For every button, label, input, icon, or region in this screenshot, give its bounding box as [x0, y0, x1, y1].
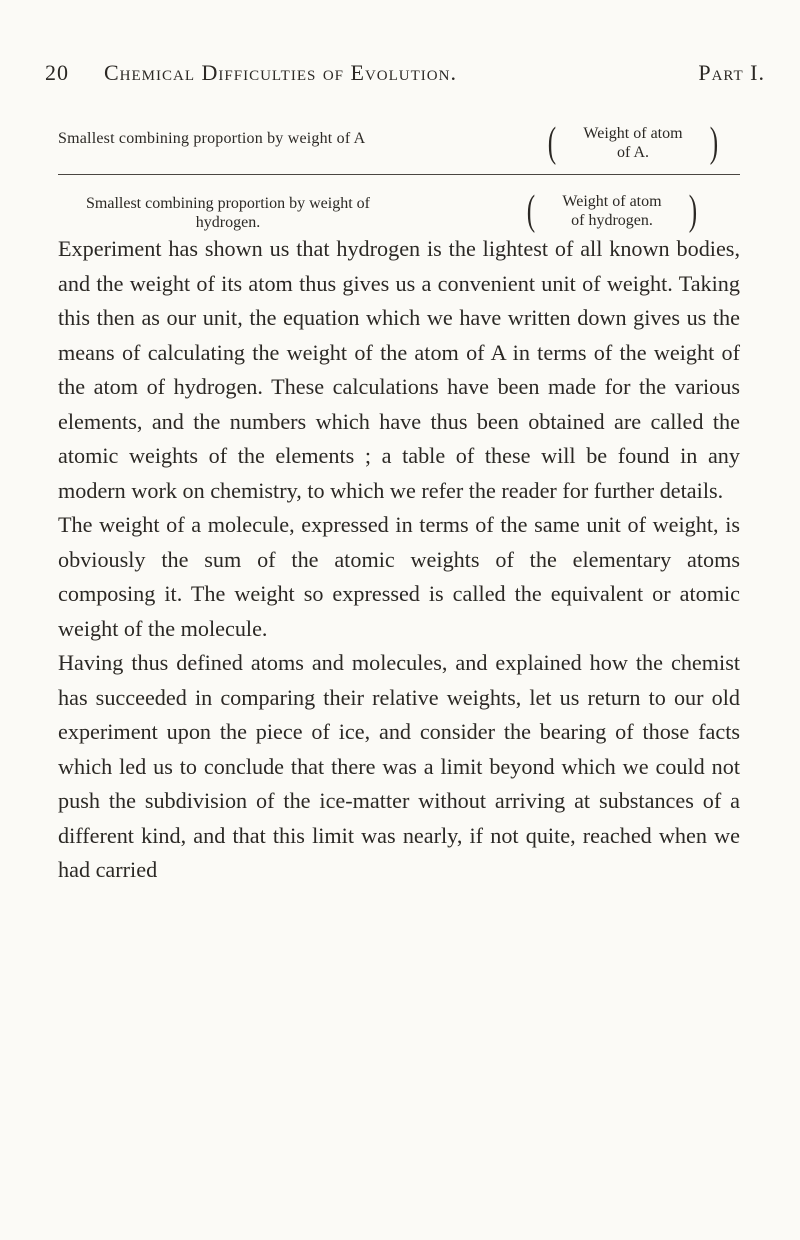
paragraph: Experiment has shown us that hydrogen is the lightest of all known bodies, and the weight of its atom thus gives us a convenient unit of weight. Taking this then as our unit, the equation which we have written down gives us the means of calculating the weight of the atom of A in terms of the weight of the atom of hydrogen. These calculations have been made for the various elements, and the numbers which have thus been obtained are called the atomic weights of the elements ; a table of these will be found in any modern work on chemistry, to which we refer the reader for further details.: [58, 236, 740, 503]
denominator-line1: Smallest combining proportion by weight of: [86, 195, 370, 212]
numerator-paren-line1: Weight of atom: [583, 125, 683, 142]
fraction-denominator-parenthetical: [526, 188, 698, 234]
denominator-line2: hydrogen.: [195, 214, 261, 231]
body-text: [58, 232, 740, 888]
fraction-bar: [58, 174, 740, 175]
denominator-paren-line1: Weight of atom: [562, 193, 662, 210]
part-label: Part I.: [698, 60, 765, 85]
left-paren: (: [547, 120, 557, 166]
fraction-numerator-parenthetical: [547, 120, 719, 166]
page-number: 20: [45, 60, 69, 85]
header-title: Chemical Difficulties of Evolution.: [104, 60, 457, 85]
fraction-denominator-text: [58, 194, 398, 232]
paragraph: Having thus defined atoms and molecules, and explained how the chemist has succeeded in comparing their relative weights, let us return to our old experiment upon the piece of ice, and consider the bearing of those facts which led us to conclude that there was a limit beyond which we could not push the subdivision of the ice-matter without arriving at substances of a different kind, and that this limit was nearly, if not quite, reached when we had carried: [58, 650, 740, 882]
weight-ratio-fraction: [58, 120, 738, 234]
running-header: [45, 60, 765, 90]
fraction-numerator-text: Smallest combining proportion by weight of A: [58, 130, 366, 147]
paragraph: The weight of a molecule, expressed in terms of the same unit of weight, is obviously the sum of the atomic weights of the elementary atoms composing it. The weight so expressed is called the equivalent or atomic weight of the molecule.: [58, 512, 740, 641]
denominator-paren-line2: of hydrogen.: [571, 212, 653, 229]
numerator-paren-line2: of A.: [617, 144, 649, 161]
right-paren: ): [709, 120, 719, 166]
left-paren: (: [526, 188, 536, 234]
right-paren: ): [688, 188, 698, 234]
